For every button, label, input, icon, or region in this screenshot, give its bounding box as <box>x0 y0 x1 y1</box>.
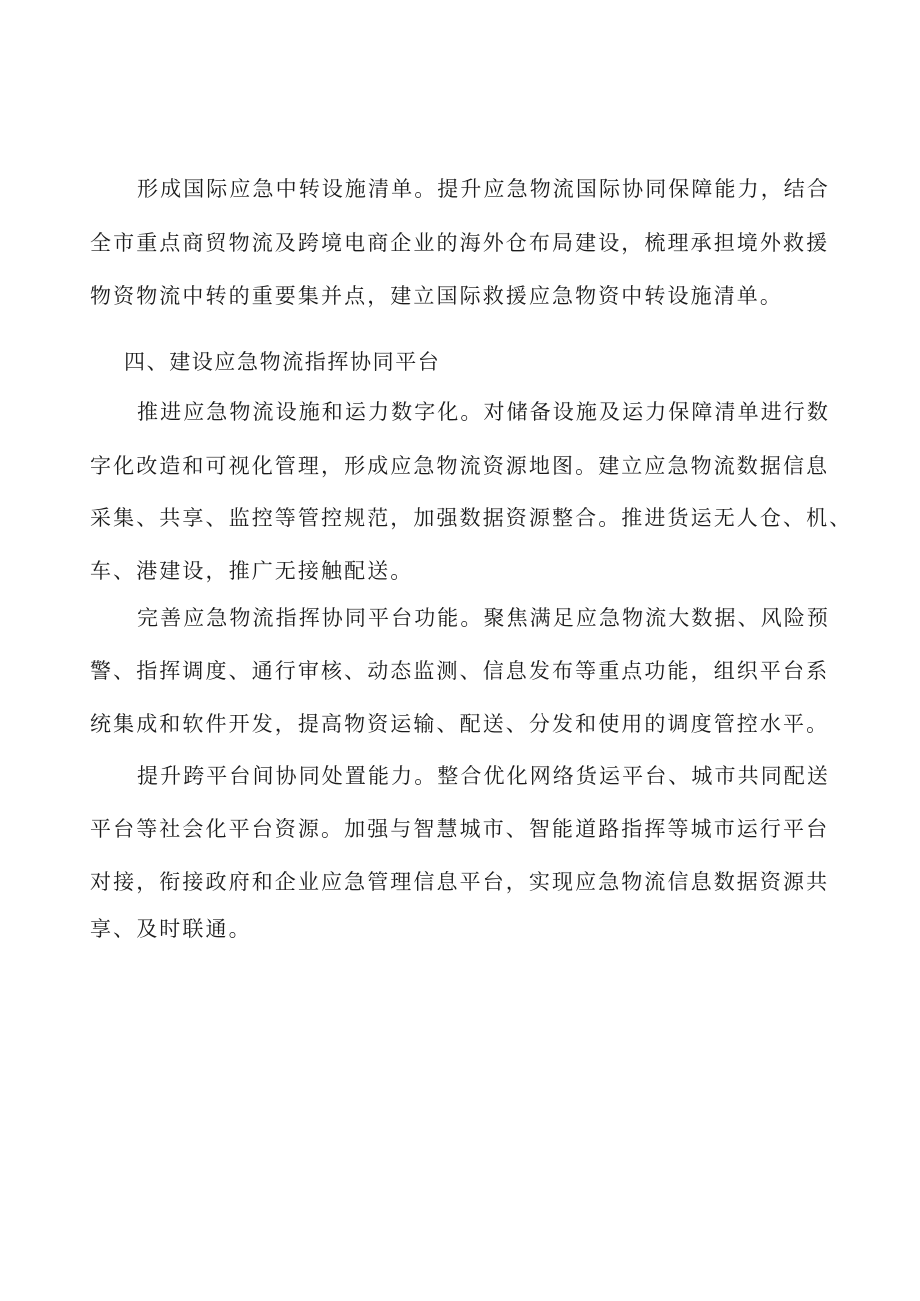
paragraph-4-line-1: 提升跨平台间协同处置能力。整合优化网络货运平台、城市共同配送 <box>137 764 830 788</box>
section-heading: 四、建设应急物流指挥协同平台 <box>124 350 441 374</box>
paragraph-4-line-3: 对接，衔接政府和企业应急管理信息平台，实现应急物流信息数据资源共 <box>90 870 830 894</box>
paragraph-2-line-4: 车、港建设，推广无接触配送。 <box>90 559 414 583</box>
paragraph-3-line-3: 统集成和软件开发，提高物资运输、配送、分发和使用的调度管控水平。 <box>90 712 830 736</box>
paragraph-2-line-1: 推进应急物流设施和运力数字化。对储备设施及运力保障清单进行数 <box>137 400 830 424</box>
paragraph-1-line-3: 物资物流中转的重要集并点，建立国际救援应急物资中转设施清单。 <box>90 284 783 308</box>
paragraph-4-line-4: 享、及时联通。 <box>90 917 252 941</box>
paragraph-1-line-2: 全市重点商贸物流及跨境电商企业的海外仓布局建设，梳理承担境外救援 <box>90 231 830 255</box>
paragraph-3-line-1: 完善应急物流指挥协同平台功能。聚焦满足应急物流大数据、风险预 <box>137 606 830 630</box>
paragraph-3-line-2: 警、指挥调度、通行审核、动态监测、信息发布等重点功能，组织平台系 <box>90 659 830 683</box>
paragraph-4-line-2: 平台等社会化平台资源。加强与智慧城市、智能道路指挥等城市运行平台 <box>90 817 830 841</box>
paragraph-1-line-1: 形成国际应急中转设施清单。提升应急物流国际协同保障能力，结合 <box>137 177 830 201</box>
paragraph-2-line-2: 字化改造和可视化管理，形成应急物流资源地图。建立应急物流数据信息 <box>90 454 830 478</box>
paragraph-2-line-3: 采集、共享、监控等管控规范，加强数据资源整合。推进货运无人仓、机、 <box>90 506 853 530</box>
